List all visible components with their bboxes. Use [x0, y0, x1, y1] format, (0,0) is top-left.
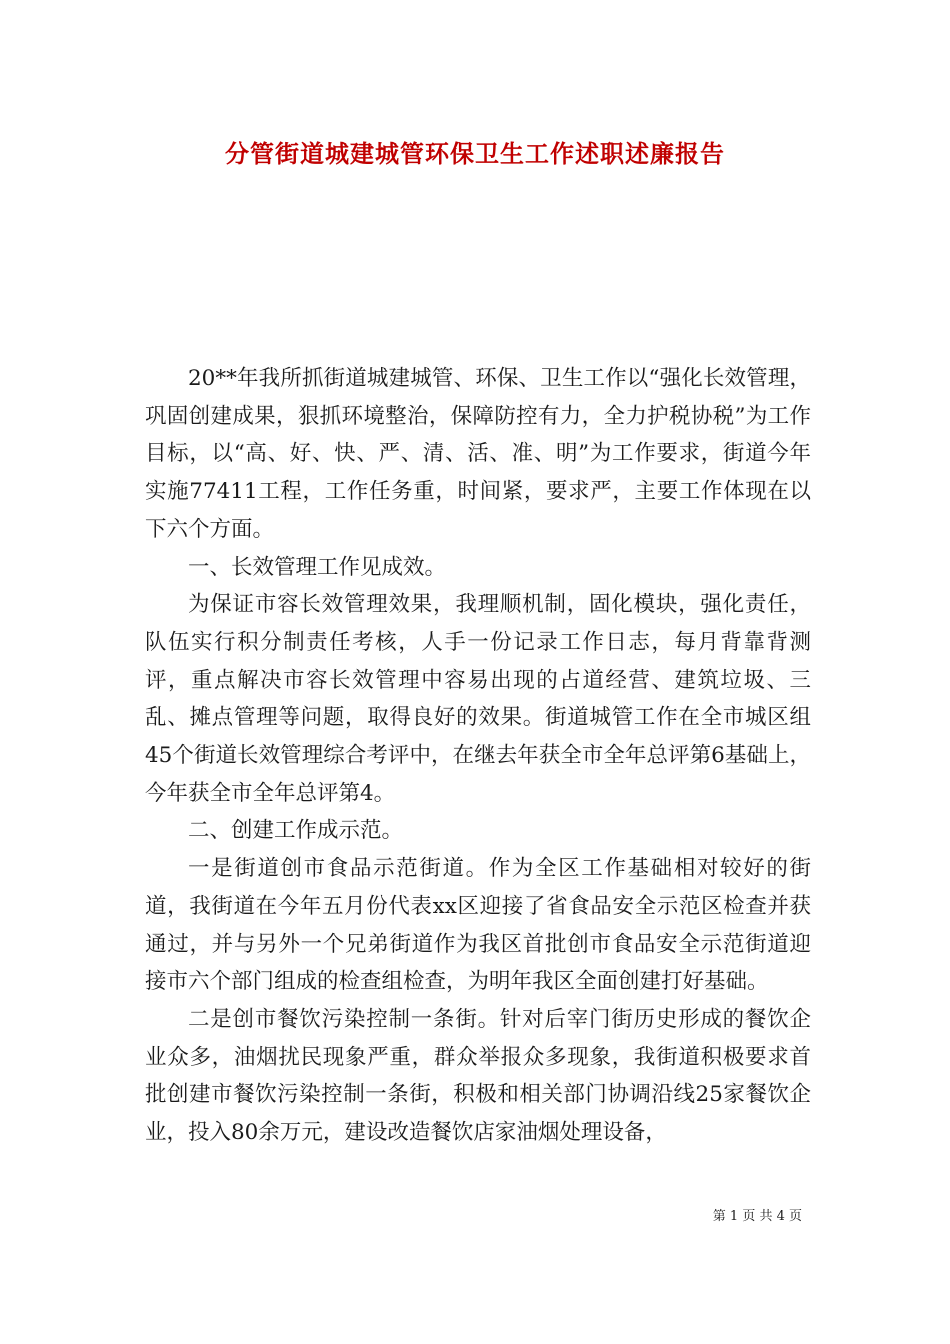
page-number: 第 1 页 共 4 页: [712, 1209, 802, 1224]
paragraph-food-safety: 一是街道创市食品示范街道。作为全区工作基础相对较好的街道，我街道在今年五月份代表xx区迎接了省食品安全示范区检查并获通过，并与另外一个兄弟街道作为我区首批创市食品安全示范街道迎接市六个部门组成的检查组检查，为明年我区全面创建打好基础。: [145, 856, 811, 995]
paragraph-intro: 20**年我所抓街道城建城管、环保、卫生工作以“强化长效管理，巩固创建成果，狠抓环境整治，保障防控有力，全力护税协税”为工作目标，以“高、好、快、严、清、活、准、明”为工作要求，街道今年实施77411工程，工作任务重，时间紧，要求严，主要工作体现在以下六个方面。: [145, 366, 811, 542]
section-heading-2: 二、创建工作成示范。: [188, 818, 404, 844]
document-title: 分管街道城建城管环保卫生工作述职述廉报告: [225, 139, 725, 168]
section-heading-1: 一、长效管理工作见成效。: [188, 554, 447, 580]
document-body: [145, 360, 811, 1152]
paragraph-catering-pollution: 二是创市餐饮污染控制一条街。针对后宰门街历史形成的餐饮企业众多，油烟扰民现象严重，群众举报众多现象，我街道积极要求首批创建市餐饮污染控制一条街，积极和相关部门协调沿线25家餐饮企业，投入80余万元，建设改造餐饮店家油烟处理设备，: [145, 1006, 811, 1146]
paragraph-section-1: 为保证市容长效管理效果，我理顺机制，固化模块，强化责任，队伍实行积分制责任考核，人手一份记录工作日志，每月背靠背测评，重点解决市容长效管理中容易出现的占道经营、建筑垃圾、三乱、摊点管理等问题，取得良好的效果。街道城管工作在全市城区组45个街道长效管理综合考评中，在继去年获全市全年总评第6基础上，今年获全市全年总评第4。: [145, 592, 811, 806]
